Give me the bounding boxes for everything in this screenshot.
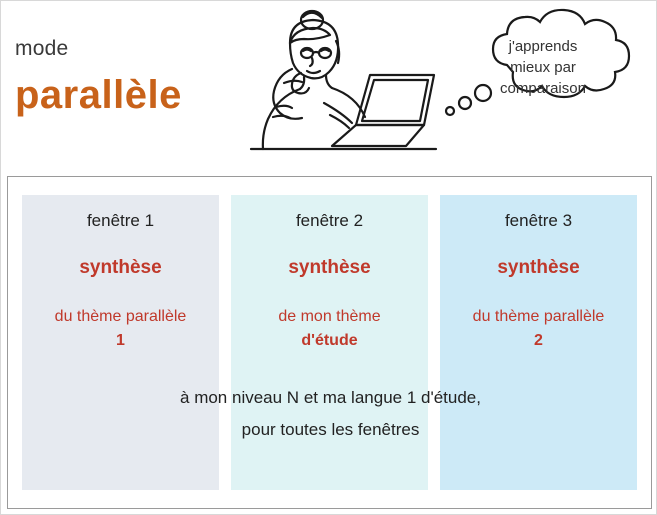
column-2-subtitle [231, 305, 428, 353]
column-3-header: fenêtre 3 [504, 211, 573, 230]
column-3-synthesis: synthèse [497, 257, 580, 278]
column-2-sub-strong: d'étude [301, 332, 358, 349]
header [1, 1, 657, 173]
footer-line-2: pour toutes les fenêtres [241, 420, 420, 439]
column-2-header: fenêtre 2 [295, 211, 364, 230]
column-1-sub-strong: 1 [116, 332, 125, 349]
mode-label: mode [15, 37, 69, 60]
thought-bubble-text [463, 36, 623, 99]
bubble-line-3: comparaison [500, 80, 586, 97]
bubble-line-2: mieux par [510, 59, 576, 76]
column-3-subtitle [440, 305, 637, 353]
column-2-synthesis: synthèse [288, 257, 371, 278]
column-2-sub-main: de mon thème [278, 308, 381, 325]
footer-line-1-part-2: et ma langue 1 d'étude, [299, 388, 481, 407]
column-3-sub-main: du thème parallèle [472, 308, 605, 325]
column-1-header: fenêtre 1 [86, 211, 155, 230]
windows-frame [7, 176, 652, 509]
column-1-sub-main: du thème parallèle [54, 308, 187, 325]
column-1-synthesis: synthèse [79, 257, 162, 278]
footer-line-1-part-1: à mon niveau N [180, 388, 300, 407]
footer-line-1 [8, 382, 653, 414]
person-thinking-at-laptop-icon [206, 3, 446, 173]
footer-note [8, 382, 653, 446]
column-1-subtitle [22, 305, 219, 353]
page-title: parallèle [15, 73, 182, 117]
column-3-sub-strong: 2 [534, 332, 543, 349]
bubble-line-1: j'apprends [508, 38, 578, 55]
